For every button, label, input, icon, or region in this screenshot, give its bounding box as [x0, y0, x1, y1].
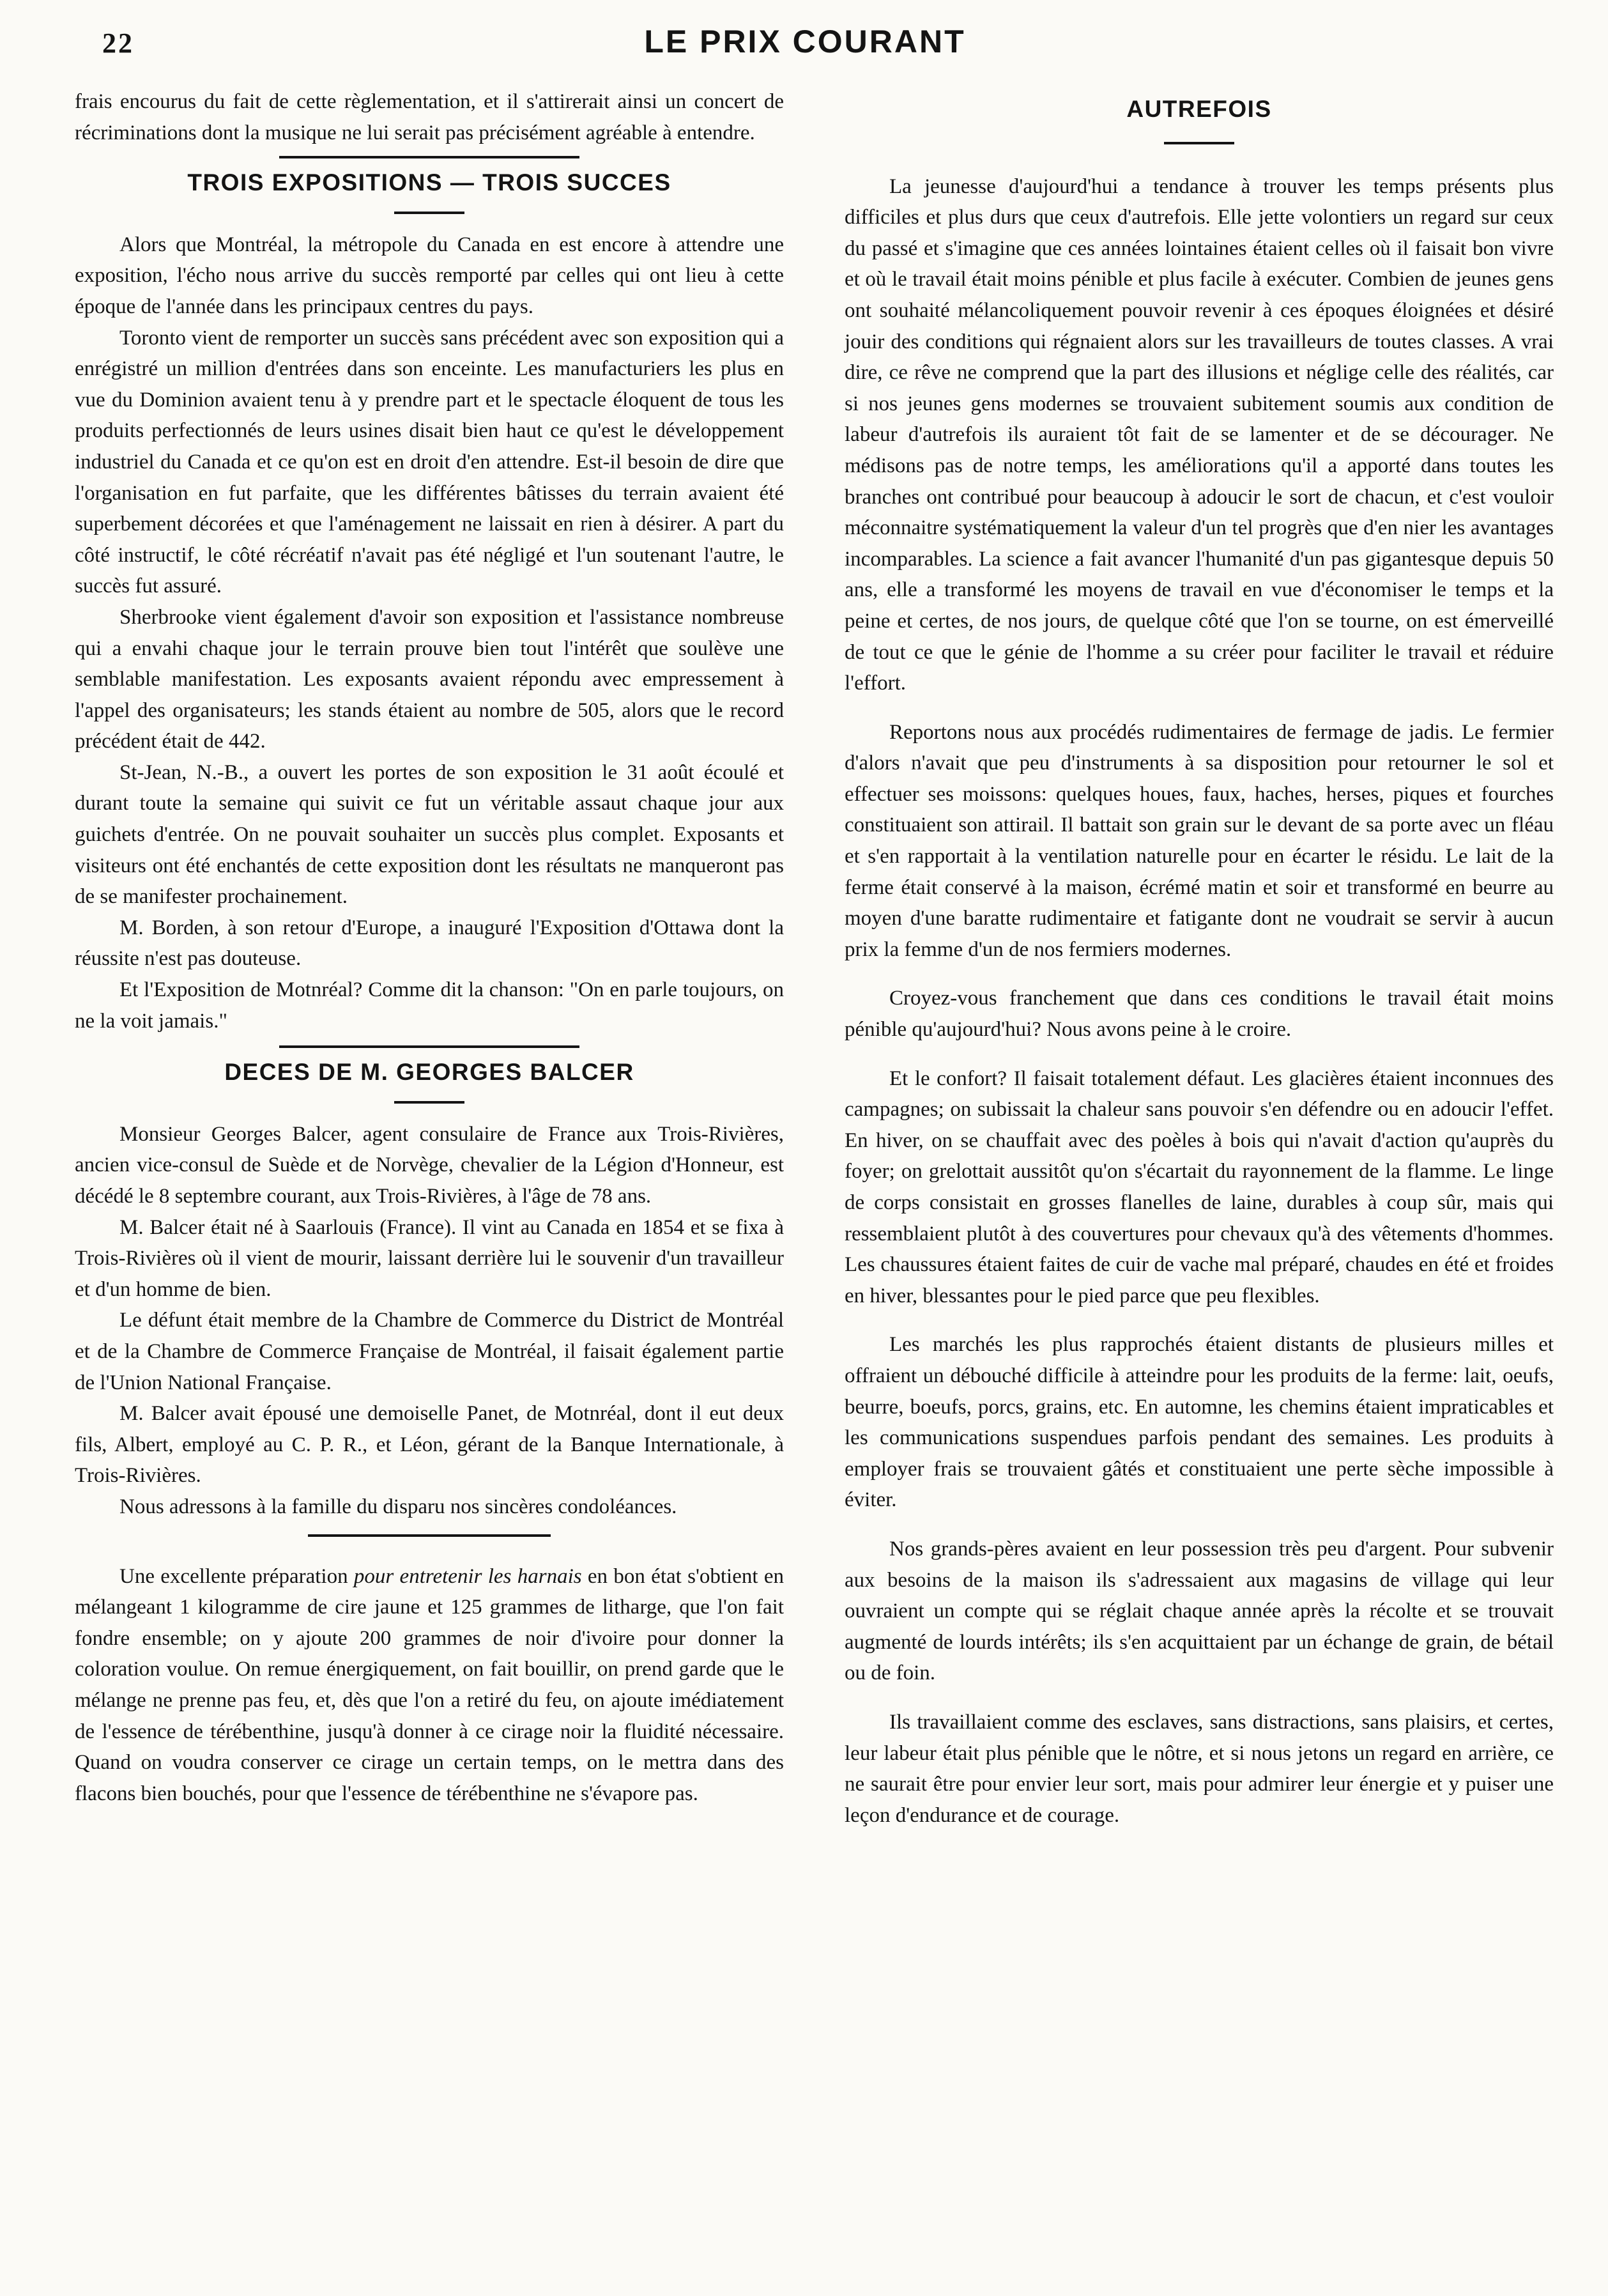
harnais-emphasis: pour entretenir les harnais — [353, 1564, 582, 1588]
journal-title: LE PRIX COURANT — [644, 24, 966, 59]
harnais-lead: Une excellente préparation — [119, 1564, 348, 1588]
left-column — [75, 86, 784, 1809]
article-paragraph: Et l'Exposition de Motnréal? Comme dit la chanson: "On en parle toujours, on ne la voit jamais." — [75, 978, 784, 1033]
article-paragraph: Nos grands-pères avaient en leur possession très peu d'argent. Pour subvenir aux besoins de la maison ils s'adressaient aux magasins de village qui leur ouvraient un compte qui se réglait chaque année après la récolte et se trouvait augmenté de lourds intérêts; ils s'en acquittaient par un échange de grain, de bétail ou de foin. — [845, 1537, 1554, 1685]
article-paragraph: M. Balcer était né à Saarlouis (France). Il vint au Canada en 1854 et se fixa à Trois-Rivières où il vient de mourir, laissant derrière lui le souvenir d'un travailleur et d'un homme de bien. — [75, 1215, 784, 1301]
article-paragraph: M. Borden, à son retour d'Europe, a inauguré l'Exposition d'Ottawa dont la réussite n'est pas douteuse. — [75, 916, 784, 971]
paragraph-gap — [845, 1516, 1554, 1534]
deces-article — [75, 1057, 784, 1522]
paragraph-gap — [845, 699, 1554, 717]
harnais-paragraph — [75, 1561, 784, 1810]
section-rule — [308, 1534, 551, 1537]
article-paragraph: Nous adressons à la famille du disparu nos sincères condoléances. — [119, 1495, 677, 1518]
intro-paragraph: frais encourus du fait de cette règlementation, et il s'attirerait ainsi un concert de récriminations dont la musique ne lui serait pas précisément agréable à entendre. — [75, 90, 784, 144]
paragraph-gap — [845, 1689, 1554, 1707]
section-rule — [279, 156, 579, 158]
article-paragraph: Alors que Montréal, la métropole du Canada en est encore à attendre une exposition, l'écho nous arrive du succès remporté par celles qui ont lieu à cette époque de l'année dans les principaux centres du pays. — [75, 233, 784, 318]
article-paragraph: St-Jean, N.-B., a ouvert les portes de son exposition le 31 août écoulé et durant toute la semaine qui suivit ce fut un véritable assaut chaque jour aux guichets d'entrée. On ne pouvait souhaiter un succès plus complet. Exposants et visiteurs ont été enchantés de cette exposition dont les résultats ne manqueront pas de se manifester prochainement. — [75, 760, 784, 909]
article-paragraph: Et le confort? Il faisait totalement défaut. Les glacières étaient inconnues des campagnes; on subissait la chaleur sans pouvoir s'en défendre ou en adoucir l'effet. En hiver, on se chauffait avec des poèles à bois qui n'avait d'action qu'auprès du foyer; on grelottait aussitôt qu'on s'écartait du rayonnement de la flamme. Le linge de corps consistait en grosses flanelles de laine, durables à coup sûr, mais qui ressemblaient plutôt à des couvertures pour chevaux qu'à des vêtements d'hommes. Les chaussures étaient faites de cuir de vache mal préparé, chaudes en été et froides en hiver, blessantes pour le pied parce que peu flexibles. — [845, 1067, 1554, 1307]
deces-heading: DECES DE M. GEORGES BALCER — [224, 1059, 634, 1086]
article-paragraph: Croyez-vous franchement que dans ces conditions le travail était moins pénible qu'aujourd'hui? Nous avons peine à le croire. — [845, 987, 1554, 1042]
autrefois-article — [845, 94, 1554, 1831]
harnais-body: en bon état s'obtient en mélangeant 1 kilogramme de cire jaune et 125 grammes de litharge, que l'on fait fondre ensemble; on y ajoute 200 grammes de noir d'ivoire pour donner la coloration voulue. On remue énergiquement, on fait bouillir, on prend garde que le mélange ne prenne pas feu, et, dès que l'on a retiré du feu, on ajoute imédiatement de l'essence de térébenthine, jusqu'à donner à ce cirage noir la fluidité nécessaire. Quand on voudra conserver ce cirage un certain temps, on le mettra dans des flacons bien bouchés, pour que l'essence de térébenthine ne s'évapore pas. — [75, 1564, 784, 1805]
article-paragraph: Ils travaillaient comme des esclaves, sans distractions, sans plaisirs, et certes, leur labeur était plus pénible que le nôtre, et si nous jetons un regard en arrière, ce ne saurait être pour envier leur sort, mais pour admirer leur énergie et y puiser une leçon d'endurance et de courage. — [845, 1710, 1554, 1827]
page-header — [64, 19, 1546, 64]
heading-rule — [1164, 142, 1234, 144]
article-paragraph: La jeunesse d'aujourd'hui a tendance à trouver les temps présents plus difficiles et plus durs que ceux d'autrefois. Elle jette volontiers un regard sur ceux du passé et s'imagine que ces années lointaines étaient celles où il faisait bon vivre et où le travail était moins pénible et plus facile à exécuter. Combien de jeunes gens ont souhaité mélancoliquement pouvoir revenir à ces époques éloignées et désiré jouir des conditions qui régnaient alors sur les travailleurs de toutes classes. A vrai dire, ce rêve ne comprend que la part des illusions et néglige celle des réalités, car si nos jeunes gens modernes se trouvaient subitement soumis aux condition de labeur d'autrefois ils auraient tôt fait de se lamenter et de se décourager. Ne médisons pas de notre temps, les améliorations qu'il a apporté dans toutes les branches ont contribué pour beaucoup à adoucir le sort de chacun, et c'est vouloir méconnaitre systématiquement la valeur d'un tel progrès que d'en nier les avantages incomparables. La science a fait avancer l'humanité d'un pas gigantesque depuis 50 ans, elle a transformé les moyens de travail en vue d'économiser le temps et la peine et certes, de nos jours, de quelque côté que l'on se tourne, on est émerveillé de tout ce que le génie de l'homme a su créer pour faciliter le travail et réduire l'effort. — [845, 174, 1554, 695]
article-paragraph: Reportons nous aux procédés rudimentaires de fermage de jadis. Le fermier d'alors n'avait que peu d'instruments à sa disposition pour retourner le sol et effectuer ses moissons: quelques houes, faux, haches, herses, piques et fourches constituaient son attirail. Il battait son grain sur le devant de sa porte avec un fléau et s'en rapportait à la ventilation naturelle pour en écarter le résidu. Le lait de la ferme était conservé à la maison, écrémé matin et soir et transformé en beurre au moyen d'une baratte rudimentaire et fatigante dont ne voudrait se servir à aucun prix la femme d'un de nos fermiers modernes. — [845, 720, 1554, 961]
trois-expositions-heading: TROIS EXPOSITIONS — TROIS SUCCES — [187, 169, 671, 196]
right-column — [845, 86, 1554, 1831]
article-paragraph: Le défunt était membre de la Chambre de Commerce du District de Montréal et de la Chambre de Commerce Française de Montréal, il faisait également partie de l'Union National Française. — [75, 1309, 784, 1394]
paragraph-gap — [845, 1045, 1554, 1063]
section-rule — [279, 1045, 579, 1048]
heading-rule — [394, 1101, 464, 1104]
paragraph-gap — [845, 965, 1554, 983]
page-number: 22 — [102, 27, 134, 59]
article-paragraph: Sherbrooke vient également d'avoir son exposition et l'assistance nombreuse qui a envahi chaque jour le terrain prouve bien tout l'intérêt que soulève une semblable manifestation. Les exposants avaient répondu avec empressement à l'appel des organisateurs; les stands étaient au nombre de 505, alors que le record précédent était de 442. — [75, 605, 784, 753]
article-paragraph: Toronto vient de remporter un succès sans précédent avec son exposition qui a enrégistré un million d'entrées dans son enceinte. Les manufacturiers les plus en vue du Dominion avaient tenu à y prendre part et le spectacle éloquent de tous les produits perfectionnés de leurs usines disait bien haut ce qu'est le développement industriel du Canada et ce qu'on est en droit d'en attendre. Est-il besoin de dire que l'organisation en fut parfaite, que les différentes bâtisses du terrain avaient été superbement décorées et que l'aménagement ne laissait en rien à désirer. A part du côté instructif, le côté récréatif n'avait pas été négligé et l'un soutenant l'autre, le succès fut assuré. — [75, 326, 784, 598]
article-paragraph: M. Balcer avait épousé une demoiselle Panet, de Motnréal, dont il eut deux fils, Albert, employé au C. P. R., et Léon, gérant de la Banque Internationale, à Trois-Rivières. — [75, 1402, 784, 1488]
trois-expositions-article — [75, 167, 784, 1036]
autrefois-heading: AUTREFOIS — [1126, 96, 1272, 122]
article-paragraph: Monsieur Georges Balcer, agent consulaire de France aux Trois-Rivières, ancien vice-consul de Suède et de Norvège, chevalier de la Légion d'Honneur, est décédé le 8 septembre courant, aux Trois-Rivières, à l'âge de 78 ans. — [75, 1122, 784, 1208]
paragraph-gap — [845, 1311, 1554, 1329]
heading-rule — [394, 212, 464, 214]
article-paragraph: Les marchés les plus rapprochés étaient distants de plusieurs milles et offraient un débouché difficile à atteindre pour les produits de la ferme: lait, oeufs, beurre, boeufs, porcs, grains, etc. En automne, les chemins étaient impraticables et les communications suspendues parfois pendant des semaines. Les produits à employer frais se trouvaient gâtés et constituaient une perte sèche impossible à éviter. — [845, 1333, 1554, 1512]
